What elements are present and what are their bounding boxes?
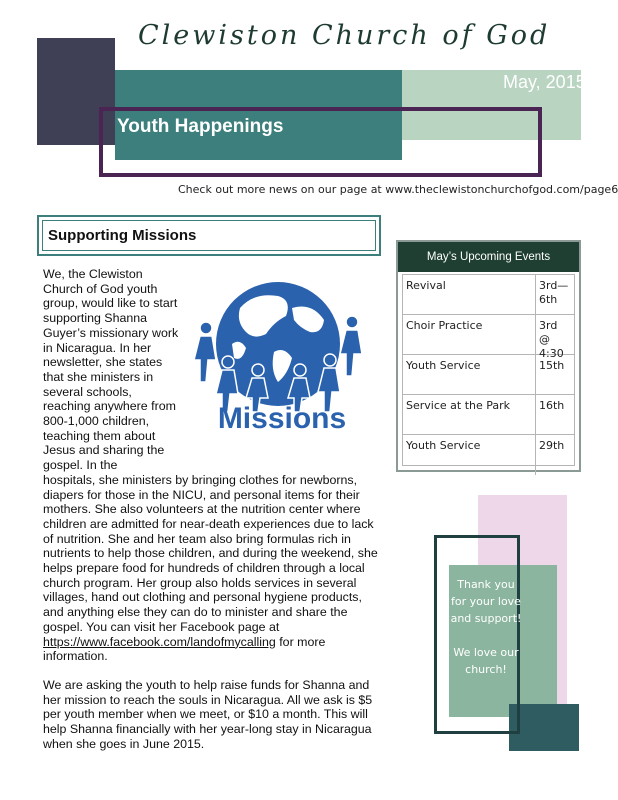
article-body <box>43 267 383 752</box>
article-continued-paragraph <box>43 473 383 664</box>
event-row <box>403 275 574 315</box>
event-date: 3rd—6th <box>539 279 569 306</box>
event-row <box>403 355 574 395</box>
article-after-link-text: for more information. <box>43 634 326 664</box>
article-lead-paragraph: We, the Clewiston Church of God youth group, would like to start supporting Shanna Guyer’s missionary work in Nicaragua. In her newsletter, she states that she ministers in several schools, reaching anywhere from 800-1,000 children, teaching them about Jesus and sharing the gospel. In the <box>43 267 179 473</box>
facebook-link[interactable]: https://www.facebook.com/landofmycalling <box>43 634 276 649</box>
section-title: Youth Happenings <box>117 116 284 137</box>
events-grid <box>402 274 575 466</box>
event-name: Service at the Park <box>403 395 536 434</box>
article-second-paragraph: We are asking the youth to help raise funds for Shanna and her mission to reach the souls in Nicaragua. All we ask is $5 per youth member when we meet, or $10 a month. This will help Shanna financially with her year-long stay in Nicaragua when she goes in June 2015. <box>43 677 373 751</box>
event-name: Choir Practice <box>403 315 536 354</box>
article-continued-text: hospitals, she ministers by bringing clothes for newborns, diapers for those in the NICU, and personal items for their mothers. She also volunteers at the nutrition center where children are admitted for near-death experiences due to lack of nutrition. She and her team also bring formulas rich in nutrients to help those children, and during the weekend, she helps prepare food for hundreds of children through a local church program. Her group also holds services in several villages, hand out clothing and personal hygiene products, and anything else they can do to minister and share the gospel. You can visit her Facebook page at <box>43 472 378 634</box>
events-title: May’s Upcoming Events <box>398 242 579 272</box>
upcoming-events-table <box>396 240 581 472</box>
event-date: 3rd @ 4:30 <box>539 319 564 360</box>
event-date: 15th <box>539 359 565 372</box>
event-row <box>403 395 574 435</box>
news-link-line[interactable]: Check out more news on our page at www.theclewistonchurchofgod.com/page6 <box>178 183 618 196</box>
thank-you-message <box>449 576 523 678</box>
event-row <box>403 315 574 360</box>
issue-date: May, 2015 <box>503 72 586 92</box>
event-date: 16th <box>539 399 565 412</box>
event-name: Youth Service <box>403 435 536 475</box>
love-church-line: We love our church! <box>453 646 519 676</box>
church-name: Clewiston Church of God <box>138 20 551 51</box>
event-row <box>403 435 574 475</box>
event-name: Revival <box>403 275 536 314</box>
event-date: 29th <box>539 439 565 452</box>
logo-text: Missions <box>217 402 347 434</box>
article-heading-box <box>37 215 381 256</box>
article-heading: Supporting Missions <box>42 220 376 251</box>
thank-you-line: Thank you for your love and support! <box>450 578 522 625</box>
event-name: Youth Service <box>403 355 536 394</box>
